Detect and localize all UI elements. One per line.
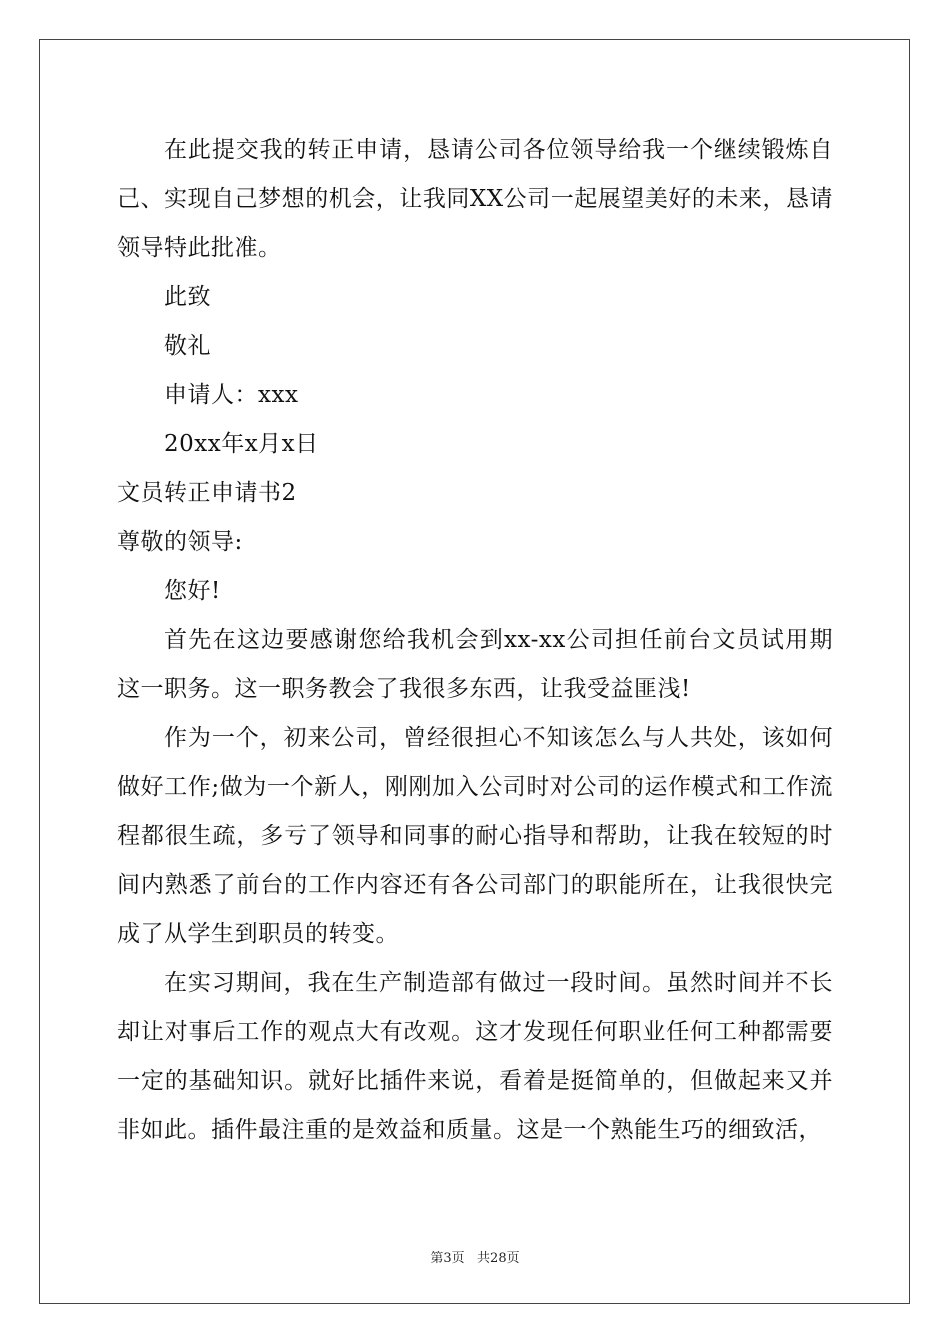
page-number: 第3页 共28页 (430, 1251, 520, 1266)
applicant-line: 申请人：xxx (164, 382, 299, 408)
paragraph-internship: 在实习期间，我在生产制造部有做过一段时间。虽然时间并不长却让对事后工作的观点大有改观。这才发现任何职业任何工种都需要一定的基础知识。就好比插件来说，看着是挺简单的，但做起来又并非如此。插件最注重的是效益和质量。这是一个熟能生巧的细致活， (117, 970, 833, 1143)
document-body (117, 126, 833, 1155)
hello-line: 您好! (164, 578, 221, 604)
salutation-cizhi: 此致 (164, 284, 211, 310)
paragraph-newcomer: 作为一个，初来公司，曾经很担心不知该怎么与人共处，该如何做好工作;做为一个新人，刚刚加入公司时对公司的运作模式和工作流程都很生疏，多亏了领导和同事的耐心指导和帮助，让我在较短的时间内熟悉了前台的工作内容还有各公司部门的职能所在，让我很快完成了从学生到职员的转变。 (117, 725, 833, 947)
page-footer (0, 1247, 950, 1266)
date-line: 20xx年x月x日 (164, 431, 319, 457)
salutation-jingli: 敬礼 (164, 333, 211, 359)
paragraph-submission: 在此提交我的转正申请，恳请公司各位领导给我一个继续锻炼自己、实现自己梦想的机会，让我同XX公司一起展望美好的未来，恳请领导特此批准。 (117, 137, 833, 261)
paragraph-thanks: 首先在这边要感谢您给我机会到xx-xx公司担任前台文员试用期这一职务。这一职务教会了我很多东西，让我受益匪浅! (117, 627, 833, 702)
section-title: 文员转正申请书2 (117, 480, 297, 506)
greeting: 尊敬的领导: (117, 529, 243, 555)
